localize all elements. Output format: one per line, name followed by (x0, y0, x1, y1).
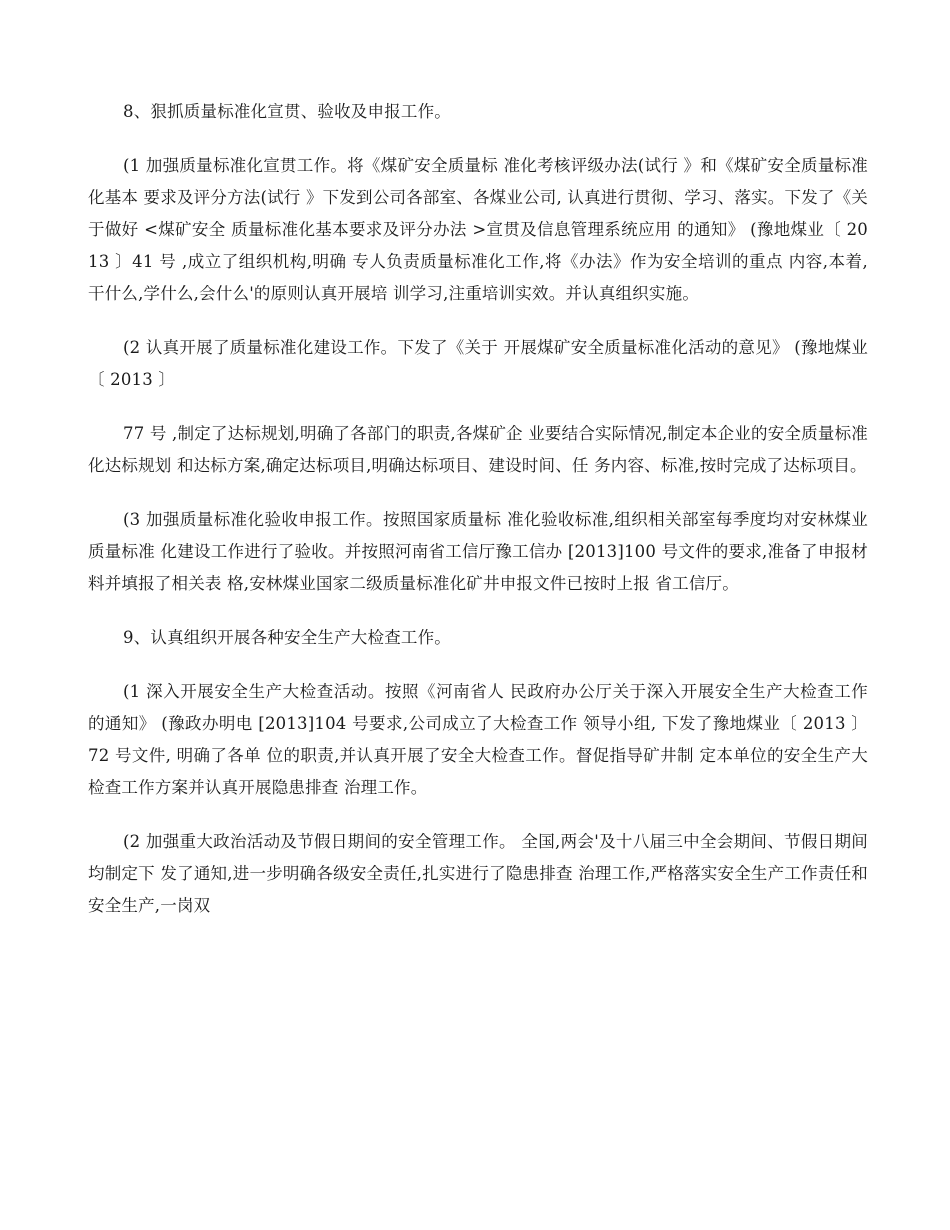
section-heading-9: 9、认真组织开展各种安全生产大检查工作。 (123, 628, 451, 647)
paragraph-8-2: (2 认真开展了质量标准化建设工作。下发了《关于 开展煤矿安全质量标准化活动的意见》 (豫地煤业〔 2013 〕 (88, 338, 868, 389)
paragraph-8-3: (3 加强质量标准化验收申报工作。按照国家质量标 准化验收标准,组织相关部室每季度均对安林煤业质量标准 化建设工作进行了验收。并按照河南省工信厅豫工信办 [2013]100 号文件的要求,准备了申报材料并填报了相关表 格,安林煤业国家二级质量标准化矿井申报文件已按时上报 省工信厅。 (88, 510, 868, 593)
paragraph-8-2-continued: 77 号 ,制定了达标规划,明确了各部门的职责,各煤矿企 业要结合实际情况,制定本企业的安全质量标准化达标规划 和达标方案,确定达标项目,明确达标项目、建设时间、任 务内容、标准,按时完成了达标项目。 (88, 424, 868, 475)
section-heading-8: 8、狠抓质量标准化宣贯、验收及申报工作。 (123, 102, 451, 121)
paragraph-9-2: (2 加强重大政治活动及节假日期间的安全管理工作。 全国,两会'及十八届三中全会期间、节假日期间均制定下 发了通知,进一步明确各级安全责任,扎实进行了隐患排查 治理工作,严格落实安全生产工作责任和安全生产,一岗双 (88, 832, 868, 915)
document-page (88, 96, 868, 944)
paragraph-9-1: (1 深入开展安全生产大检查活动。按照《河南省人 民政府办公厅关于深入开展安全生产大检查工作的通知》 (豫政办明电 [2013]104 号要求,公司成立了大检查工作 领导小组, 下发了豫地煤业〔 2013 〕72 号文件, 明确了各单 位的职责,并认真开展了安全大检查工作。督促指导矿井制 定本单位的安全生产大检查工作方案并认真开展隐患排查 治理工作。 (88, 682, 868, 797)
paragraph-8-1: (1 加强质量标准化宣贯工作。将《煤矿安全质量标 准化考核评级办法(试行 》和《煤矿安全质量标准化基本 要求及评分方法(试行 》下发到公司各部室、各煤业公司, 认真进行贯彻、学习、落实。下发了《关于做好 <煤矿安全 质量标准化基本要求及评分办法 >宣贯及信息管理系统应用 的通知》 (豫地煤业〔 2013 〕41 号 ,成立了组织机构,明确 专人负责质量标准化工作,将《办法》作为安全培训的重点 内容,本着,干什么,学什么,会什么'的原则认真开展培 训学习,注重培训实效。并认真组织实施。 (88, 156, 868, 303)
